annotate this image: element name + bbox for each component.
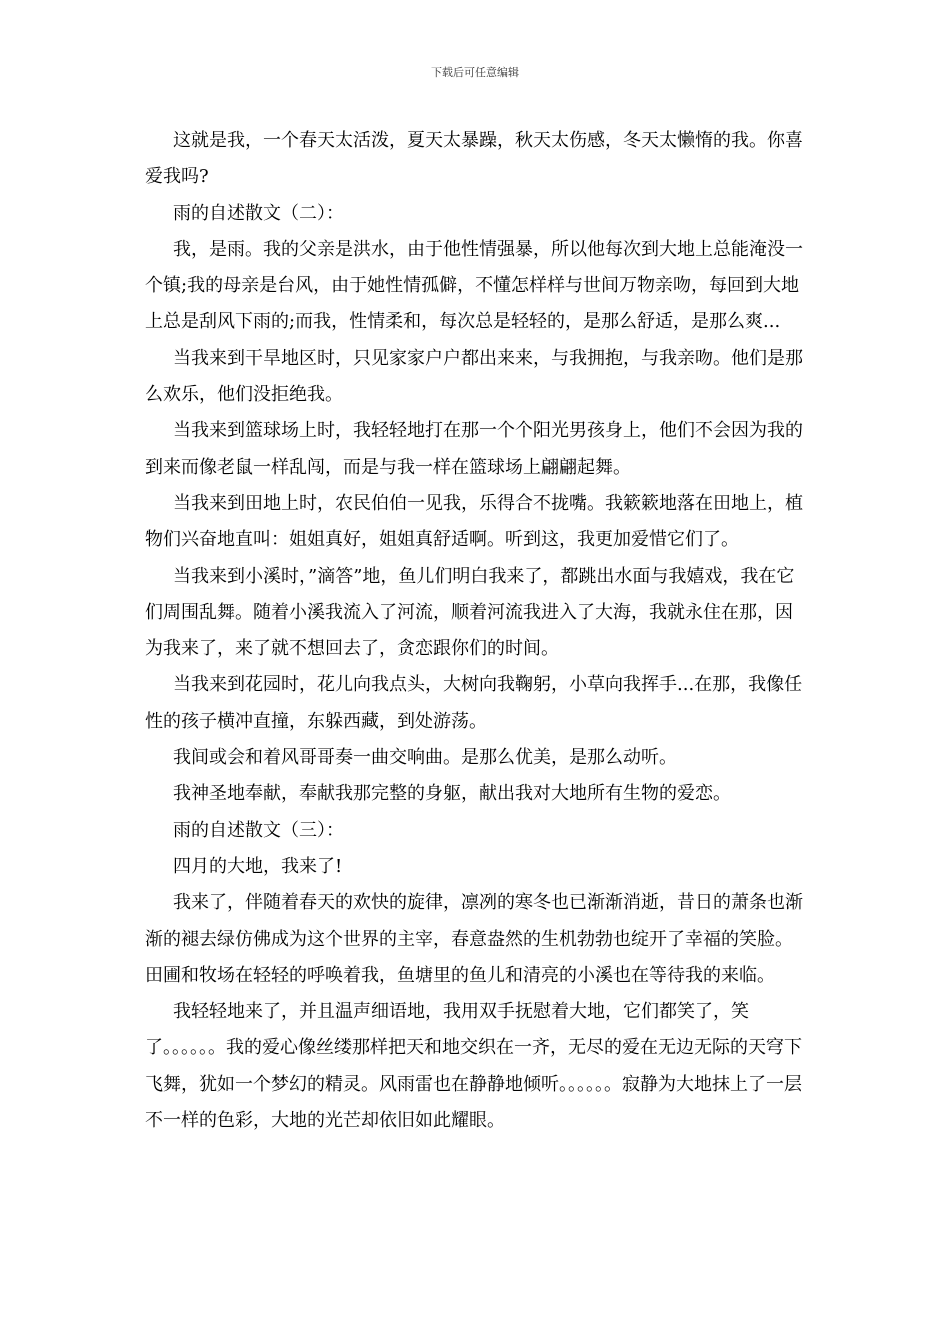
- paragraph: 我神圣地奉献，奉献我那完整的身躯，献出我对大地所有生物的爱恋。: [173, 783, 731, 805]
- paragraph: 当我来到田地上时，农民伯伯一见我，乐得合不拢嘴。我簌簌地落在田地上，植物们兴奋地直叫：姐姐真好，姐姐真舒适啊。听到这，我更加爱惜它们了。: [145, 492, 803, 551]
- section-heading: 雨的自述散文（三）：: [173, 819, 344, 841]
- paragraph: 当我来到小溪时，”滴答”地，鱼儿们明白我来了，都跳出水面与我嬉戏，我在它们周围乱舞。随着小溪我流入了河流，顺着河流我进入了大海，我就永住在那，因为我来了，来了就不想回去了，贪恋跟你们的时间。: [145, 565, 795, 660]
- page-header: 下载后可任意编辑: [431, 66, 519, 79]
- paragraph: 我轻轻地来了，并且温声细语地，我用双手抚慰着大地，它们都笑了，笑了。。。。。。我的爱心像丝缕那样把天和地交织在一齐，无尽的爱在无边无际的天穹下飞舞，犹如一个梦幻的精灵。风雨雷也在静静地倾听。。。。。。寂静为大地抹上了一层不一样的色彩，大地的光芒却依旧如此耀眼。: [145, 1001, 802, 1132]
- paragraph: 我来了，伴随着春天的欢快的旋律，凛冽的寒冬也已渐渐消逝，昔日的萧条也渐渐的褪去绿仿佛成为这个世界的主宰，春意盎然的生机勃勃也绽开了幸福的笑脸。田圃和牧场在轻轻的呼唤着我，鱼塘里的鱼儿和清亮的小溪也在等待我的来临。: [145, 892, 803, 986]
- document-body: [145, 123, 810, 1139]
- paragraph: 四月的大地，我来了!: [173, 855, 343, 877]
- paragraph: 我间或会和着风哥哥奏一曲交响曲。是那么优美，是那么动听。: [173, 747, 677, 769]
- paragraph: 我，是雨。我的父亲是洪水，由于他性情强暴，所以他每次到大地上总能淹没一个镇;我的母亲是台风，由于她性情孤僻，不懂怎样样与世间万物亲吻，每回到大地上总是刮风下雨的;而我，性情柔和，每次总是轻轻的，是那么舒适，是那么爽...: [145, 238, 803, 333]
- paragraph: 当我来到花园时，花儿向我点头，大树向我鞠躬，小草向我挥手...在那，我像任性的孩子横冲直撞，东躲西藏，到处游荡。: [145, 674, 803, 732]
- paragraph: 当我来到干旱地区时，只见家家户户都出来来，与我拥抱，与我亲吻。他们是那么欢乐，他们没拒绝我。: [145, 347, 803, 406]
- paragraph: 这就是我，一个春天太活泼，夏天太暴躁，秋天太伤感，冬天太懒惰的我。你喜爱我吗?: [145, 130, 803, 188]
- section-heading: 雨的自述散文（二）：: [173, 202, 344, 224]
- paragraph: 当我来到篮球场上时，我轻轻地打在那一个个阳光男孩身上，他们不会因为我的到来而像老鼠一样乱闯，而是与我一样在篮球场上翩翩起舞。: [145, 420, 803, 478]
